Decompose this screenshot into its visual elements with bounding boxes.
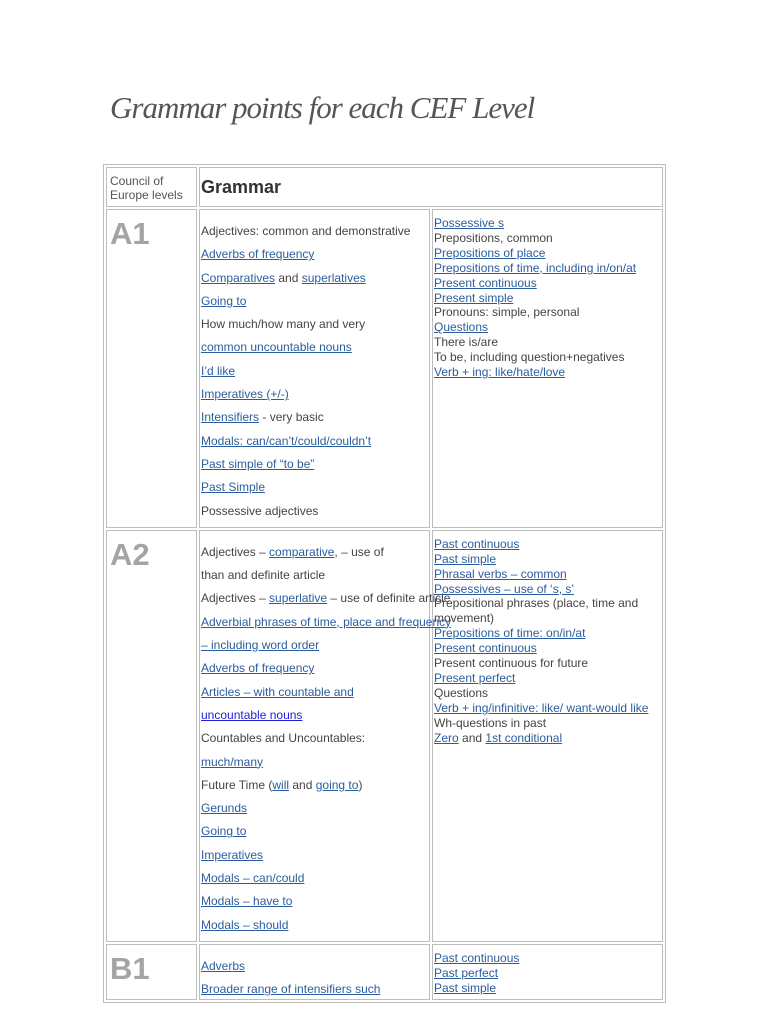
grammar-link[interactable]: Modals: can/can’t/could/couldn’t xyxy=(201,433,372,448)
grammar-link[interactable]: Past simple xyxy=(434,551,497,566)
grammar-link[interactable]: Past continuous xyxy=(434,536,520,551)
grammar-link[interactable]: Gerunds xyxy=(201,801,248,816)
grammar-text: Adjectives – xyxy=(201,544,270,559)
grammar-link[interactable]: Past Simple xyxy=(201,480,266,495)
grammar-link[interactable]: will xyxy=(272,777,290,792)
grammar-item[interactable] xyxy=(201,364,429,378)
grammar-item xyxy=(434,350,662,365)
grammar-item xyxy=(434,656,662,671)
grammar-item xyxy=(434,686,662,701)
grammar-item xyxy=(434,596,662,626)
grammar-item[interactable] xyxy=(434,626,662,641)
level-row-b1 xyxy=(106,944,663,1000)
grammar-item xyxy=(434,231,662,246)
grammar-link[interactable]: Past continuous xyxy=(434,950,520,965)
grammar-link[interactable]: Modals – should xyxy=(201,917,289,932)
grammar-link[interactable]: comparative xyxy=(269,544,335,559)
grammar-item[interactable] xyxy=(434,582,662,597)
grammar-link[interactable]: Present continuous xyxy=(434,275,537,290)
grammar-item[interactable] xyxy=(434,552,662,567)
grammar-item[interactable] xyxy=(201,614,452,629)
level-label-a2: A2 xyxy=(106,530,197,942)
grammar-text: Pronouns: simple, personal xyxy=(434,305,580,320)
grammar-item[interactable] xyxy=(201,848,429,862)
grammar-link[interactable]: Prepositions of time: on/in/at xyxy=(434,626,586,641)
grammar-item[interactable] xyxy=(201,271,429,285)
grammar-link[interactable]: superlative xyxy=(269,591,328,606)
grammar-text: Prepositions, common xyxy=(434,230,553,245)
levels-header-line2: Europe levels xyxy=(110,188,183,202)
grammar-item[interactable] xyxy=(434,951,662,966)
grammar-text: , – use of xyxy=(334,544,384,559)
grammar-list xyxy=(433,210,662,380)
level-a1-column-1 xyxy=(199,209,430,528)
level-label-a1: A1 xyxy=(106,209,197,528)
table-header-row xyxy=(106,167,663,207)
grammar-item[interactable] xyxy=(434,261,662,276)
grammar-link[interactable]: 1st conditional xyxy=(485,730,563,745)
grammar-item[interactable] xyxy=(201,918,429,932)
grammar-text: and xyxy=(458,730,486,745)
grammar-link[interactable]: Prepositions of place xyxy=(434,245,546,260)
grammar-link[interactable]: Adverbs of frequency xyxy=(201,661,315,676)
grammar-item[interactable] xyxy=(201,638,429,652)
grammar-item[interactable] xyxy=(434,246,662,261)
level-b1-column-1 xyxy=(199,944,430,1000)
grammar-link[interactable]: Articles – with countable and xyxy=(201,684,354,699)
grammar-item[interactable] xyxy=(201,894,429,908)
grammar-link[interactable]: Modals – have to xyxy=(201,894,293,909)
grammar-text: than and definite article xyxy=(201,568,326,583)
grammar-item[interactable] xyxy=(201,480,429,494)
grammar-link[interactable]: Possessives – use of ‘s, s’ xyxy=(434,581,575,596)
grammar-link[interactable]: Broader range of intensifiers such xyxy=(201,982,381,997)
grammar-item[interactable] xyxy=(201,685,429,699)
grammar-item xyxy=(434,305,662,320)
level-b1-column-2 xyxy=(432,944,663,1000)
grammar-link[interactable]: Modals – can/could xyxy=(201,871,305,886)
grammar-item[interactable] xyxy=(201,824,429,838)
grammar-item[interactable] xyxy=(434,365,662,380)
grammar-link[interactable]: Verb + ing: like/hate/love xyxy=(434,365,566,380)
grammar-link[interactable]: I’d like xyxy=(201,363,236,378)
grammar-text: How much/how many and very xyxy=(201,317,366,332)
grammar-item[interactable] xyxy=(434,537,662,552)
grammar-link[interactable]: Adverbial phrases of time, place and frequency xyxy=(201,614,452,629)
grammar-header-label: Grammar xyxy=(201,176,282,197)
grammar-item[interactable] xyxy=(201,591,451,606)
grammar-text: – use of definite article xyxy=(327,591,451,606)
grammar-text: There is/are xyxy=(434,335,499,350)
grammar-item[interactable] xyxy=(434,701,662,716)
grammar-link[interactable]: Phrasal verbs – common xyxy=(434,566,567,581)
grammar-text: To be, including question+negatives xyxy=(434,350,625,365)
grammar-item xyxy=(201,317,429,331)
grammar-item[interactable] xyxy=(201,778,429,792)
grammar-item xyxy=(434,335,662,350)
grammar-link[interactable]: Intensifiers xyxy=(201,410,260,425)
grammar-item[interactable] xyxy=(434,567,662,582)
grammar-text: Wh-questions in past xyxy=(434,715,547,730)
grammar-text: Possessive adjectives xyxy=(201,503,319,518)
grammar-link[interactable]: Comparatives xyxy=(201,270,276,285)
grammar-link[interactable]: Zero xyxy=(434,730,459,745)
grammar-link[interactable]: Adverbs xyxy=(201,958,246,973)
grammar-item[interactable] xyxy=(201,340,429,354)
grammar-item[interactable] xyxy=(201,410,429,424)
grammar-header-cell xyxy=(199,167,663,207)
grammar-item[interactable] xyxy=(434,731,662,746)
level-row-a1 xyxy=(106,209,663,528)
grammar-item[interactable] xyxy=(201,708,429,722)
grammar-link[interactable]: Going to xyxy=(201,293,247,308)
grammar-item xyxy=(201,568,429,582)
grammar-item xyxy=(201,224,429,238)
grammar-link[interactable]: – including word order xyxy=(201,638,320,653)
grammar-text: Adjectives – xyxy=(201,591,270,606)
grammar-link[interactable]: Verb + ing/infinitive: like/ want-would like xyxy=(434,700,649,715)
grammar-link[interactable]: Possessive s xyxy=(434,216,505,230)
grammar-item xyxy=(201,504,429,518)
level-a2-column-2 xyxy=(432,530,663,942)
grammar-text: Countables and Uncountables: xyxy=(201,731,366,746)
grammar-text: Future Time ( xyxy=(201,777,273,792)
grammar-link[interactable]: much/many xyxy=(201,754,264,769)
grammar-item[interactable] xyxy=(201,457,429,471)
grammar-text: and xyxy=(289,777,316,792)
grammar-item[interactable] xyxy=(201,387,429,401)
grammar-link[interactable]: Imperatives (+/-) xyxy=(201,387,289,402)
grammar-item[interactable] xyxy=(434,981,662,996)
grammar-list xyxy=(433,531,662,746)
grammar-link[interactable]: Questions xyxy=(434,320,489,335)
grammar-text: and xyxy=(275,270,302,285)
grammar-text: Present continuous for future xyxy=(434,656,589,671)
grammar-item[interactable] xyxy=(434,291,662,306)
grammar-item[interactable] xyxy=(434,216,662,231)
levels-header-line1: Council of xyxy=(110,174,164,188)
grammar-item[interactable] xyxy=(201,434,429,448)
grammar-list xyxy=(433,945,662,996)
grammar-text: ) xyxy=(358,777,363,792)
grammar-link[interactable]: Past simple xyxy=(434,980,497,995)
grammar-list xyxy=(200,945,429,996)
grammar-item[interactable] xyxy=(201,294,429,308)
grammar-item[interactable] xyxy=(201,959,429,973)
grammar-link[interactable]: Going to xyxy=(201,824,247,839)
grammar-link[interactable]: Past perfect xyxy=(434,965,499,980)
grammar-link[interactable]: Present continuous xyxy=(434,641,537,656)
level-a1-column-2 xyxy=(432,209,663,528)
grammar-text: Adjectives: common and demonstrative xyxy=(201,224,411,238)
grammar-item[interactable] xyxy=(434,671,662,686)
grammar-item[interactable] xyxy=(201,545,429,559)
grammar-text: Prepositional phrases (place, time and movement) xyxy=(434,596,639,626)
grammar-item[interactable] xyxy=(201,801,429,815)
grammar-item[interactable] xyxy=(434,320,662,335)
grammar-link[interactable]: Adverbs of frequency xyxy=(201,247,315,262)
grammar-link[interactable]: common uncountable nouns xyxy=(201,340,352,355)
grammar-item[interactable] xyxy=(201,871,429,885)
grammar-link[interactable]: going to xyxy=(315,777,359,792)
grammar-item[interactable] xyxy=(434,641,662,656)
grammar-table xyxy=(103,164,666,1003)
grammar-link[interactable]: Past simple of “to be” xyxy=(201,456,315,471)
grammar-item[interactable] xyxy=(434,276,662,291)
grammar-item[interactable] xyxy=(201,661,429,675)
grammar-list xyxy=(200,210,429,518)
levels-header-cell xyxy=(106,167,197,207)
grammar-item xyxy=(201,731,429,745)
grammar-link[interactable]: Imperatives xyxy=(201,847,264,862)
grammar-item xyxy=(434,716,662,731)
grammar-link[interactable]: uncountable nouns xyxy=(201,707,303,722)
grammar-item[interactable] xyxy=(201,247,429,261)
grammar-link[interactable]: Prepositions of time, including in/on/at xyxy=(434,260,637,275)
grammar-link[interactable]: superlatives xyxy=(301,270,366,285)
grammar-link[interactable]: Present perfect xyxy=(434,671,516,686)
page-title: Grammar points for each CEF Level xyxy=(110,90,535,125)
grammar-text: Questions xyxy=(434,685,489,700)
grammar-item[interactable] xyxy=(201,755,429,769)
grammar-item[interactable] xyxy=(434,966,662,981)
grammar-text: - very basic xyxy=(259,410,324,425)
level-row-a2 xyxy=(106,530,663,942)
grammar-item[interactable] xyxy=(201,982,429,996)
level-label-b1: B1 xyxy=(106,944,197,1000)
grammar-link[interactable]: Present simple xyxy=(434,290,514,305)
